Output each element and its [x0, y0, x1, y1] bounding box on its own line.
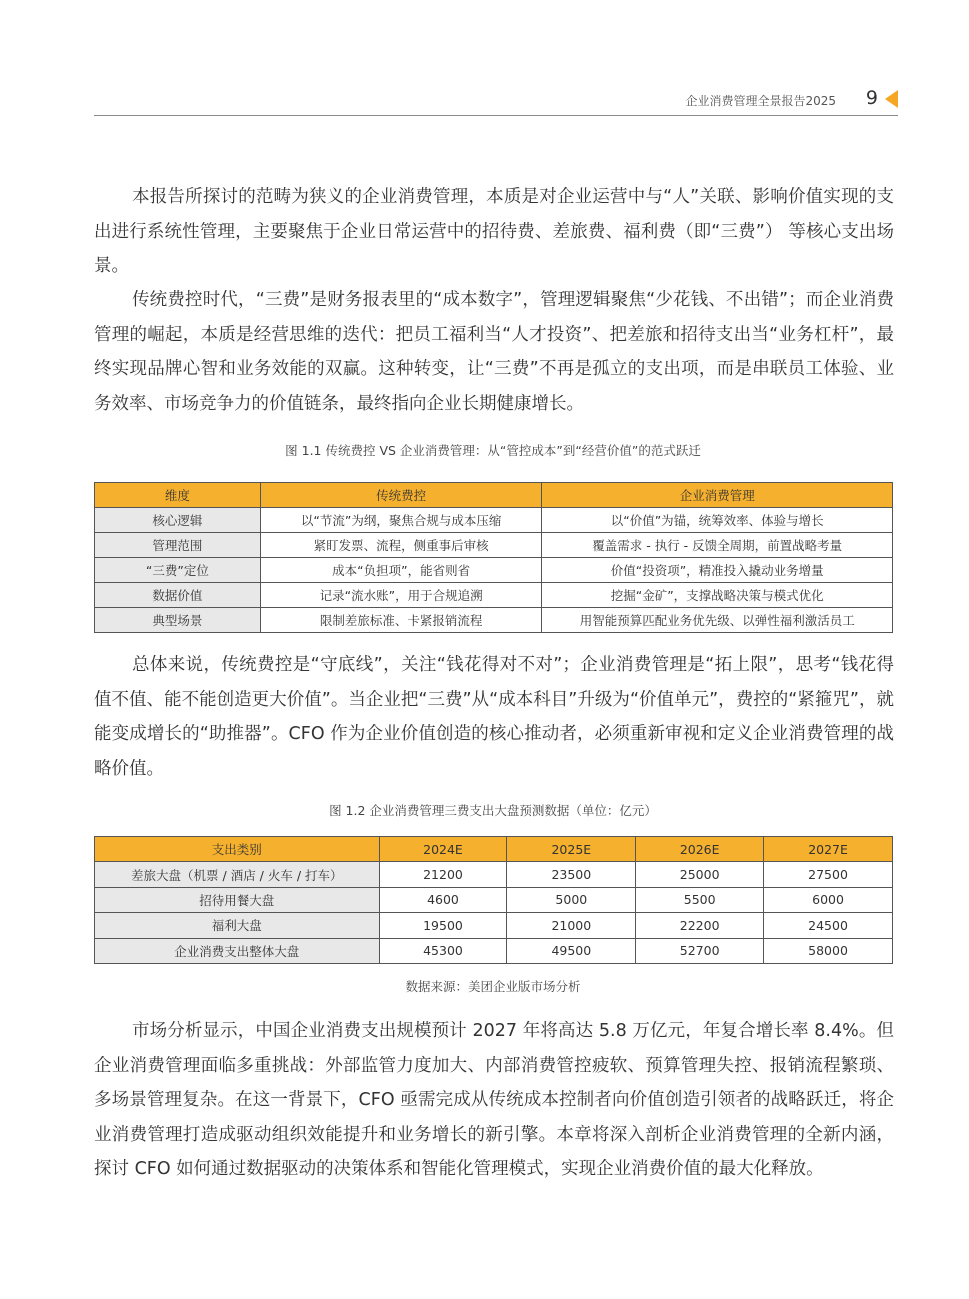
figure-1-caption: 图 1.1 传统费控 VS 企业消费管理：从“管控成本”到“经营价值”的范式跃迁	[285, 443, 701, 458]
table-cell: 21200	[379, 862, 507, 887]
row-label: 差旅大盘（机票 / 酒店 / 火车 / 打车）	[95, 862, 380, 887]
table-row	[95, 533, 893, 558]
table-header-row	[95, 837, 893, 862]
row-label: 管理范围	[95, 533, 261, 558]
header-cell: 2026E	[636, 837, 764, 862]
table-cell: 21000	[507, 913, 636, 938]
table-row	[95, 938, 893, 963]
table-cell: 以“节流”为纲，聚焦合规与成本压缩	[260, 508, 542, 533]
row-label: 福利大盘	[95, 913, 380, 938]
table-row	[95, 508, 893, 533]
row-label: 典型场景	[95, 608, 261, 633]
paragraph-2: 传统费控时代，“三费”是财务报表里的“成本数字”，管理逻辑聚焦“少花钱、不出错”；而企业消费管理的崛起，本质是经营思维的迭代：把员工福利当“人才投资”、把差旅和招待支出当“业务杠杆”，最终实现品牌心智和业务效能的双赢。这种转变，让“三费”不再是孤立的支出项，而是串联员工体验、业务效率、市场竞争力的价值链条，最终指向企业长期健康增长。	[94, 290, 894, 414]
forecast-table	[94, 836, 893, 964]
table-cell: 价值“投资项”，精准投入撬动业务增量	[542, 558, 893, 583]
table-cell: 49500	[507, 938, 636, 963]
table-cell: 挖掘“金矿”，支撑战略决策与模式优化	[542, 583, 893, 608]
table-cell: 27500	[764, 862, 893, 887]
table-row	[95, 913, 893, 938]
table-cell: 4600	[379, 887, 507, 912]
page-number: 9	[865, 87, 878, 109]
table-cell: 成本“负担项”，能省则省	[260, 558, 542, 583]
header-cell: 企业消费管理	[542, 483, 893, 508]
table-row	[95, 862, 893, 887]
page-marker-icon	[885, 90, 898, 108]
paragraph-3: 总体来说，传统费控是“守底线”，关注“钱花得对不对”；企业消费管理是“拓上限”，思考“钱花得值不值、能不能创造更大价值”。当企业把“三费”从“成本科目”升级为“价值单元”，费控的“紧箍咒”，就能变成增长的“助推器”。CFO 作为企业价值创造的核心推动者，必须重新审视和定义企业消费管理的战略价值。	[94, 655, 894, 779]
header-cell: 传统费控	[260, 483, 542, 508]
table-cell: 23500	[507, 862, 636, 887]
table-cell: 19500	[379, 913, 507, 938]
table-cell: 45300	[379, 938, 507, 963]
table-row	[95, 583, 893, 608]
table-cell: 58000	[764, 938, 893, 963]
header-cell: 2027E	[764, 837, 893, 862]
table-cell: 6000	[764, 887, 893, 912]
table-cell: 25000	[636, 862, 764, 887]
page-header	[94, 88, 898, 116]
row-label: 核心逻辑	[95, 508, 261, 533]
row-label: 数据价值	[95, 583, 261, 608]
table-cell: 覆盖需求 - 执行 - 反馈全周期，前置战略考量	[542, 533, 893, 558]
row-label: 招待用餐大盘	[95, 887, 380, 912]
comparison-table	[94, 482, 893, 633]
table-cell: 用智能预算匹配业务优先级、以弹性福利激活员工	[542, 608, 893, 633]
report-title: 企业消费管理全景报告2025	[685, 94, 836, 108]
row-label: “三费”定位	[95, 558, 261, 583]
table-row	[95, 558, 893, 583]
header-cell: 2025E	[507, 837, 636, 862]
table-cell: 以“价值”为锚，统筹效率、体验与增长	[542, 508, 893, 533]
header-cell: 维度	[95, 483, 261, 508]
table-cell: 限制差旅标准、卡紧报销流程	[260, 608, 542, 633]
paragraph-4: 市场分析显示，中国企业消费支出规模预计 2027 年将高达 5.8 万亿元，年复合增长率 8.4%。但企业消费管理面临多重挑战：外部监管力度加大、内部消费管控疲软、预算管理失控、报销流程繁琐、多场景管理复杂。在这一背景下，CFO 亟需完成从传统成本控制者向价值创造引领者的战略跃迁，将企业消费管理打造成驱动组织效能提升和业务增长的新引擎。本章将深入剖析企业消费管理的全新内涵，探讨 CFO 如何通过数据驱动的决策体系和智能化管理模式，实现企业消费价值的最大化释放。	[94, 1021, 894, 1179]
table-cell: 52700	[636, 938, 764, 963]
table-cell: 24500	[764, 913, 893, 938]
table-cell: 5000	[507, 887, 636, 912]
figure-2-caption: 图 1.2 企业消费管理三费支出大盘预测数据（单位：亿元）	[329, 803, 657, 818]
header-cell: 支出类别	[95, 837, 380, 862]
table-header-row	[95, 483, 893, 508]
row-label: 企业消费支出整体大盘	[95, 938, 380, 963]
data-source-note: 数据来源：美团企业版市场分析	[405, 979, 581, 994]
table-cell: 5500	[636, 887, 764, 912]
header-cell: 2024E	[379, 837, 507, 862]
table-cell: 记录“流水账”，用于合规追溯	[260, 583, 542, 608]
table-cell: 22200	[636, 913, 764, 938]
paragraph-1: 本报告所探讨的范畴为狭义的企业消费管理，本质是对企业运营中与“人”关联、影响价值实现的支出进行系统性管理，主要聚焦于企业日常运营中的招待费、差旅费、福利费（即“三费”） 等核心支出场景。	[94, 187, 894, 276]
table-cell: 紧盯发票、流程，侧重事后审核	[260, 533, 542, 558]
table-row	[95, 887, 893, 912]
table-row	[95, 608, 893, 633]
